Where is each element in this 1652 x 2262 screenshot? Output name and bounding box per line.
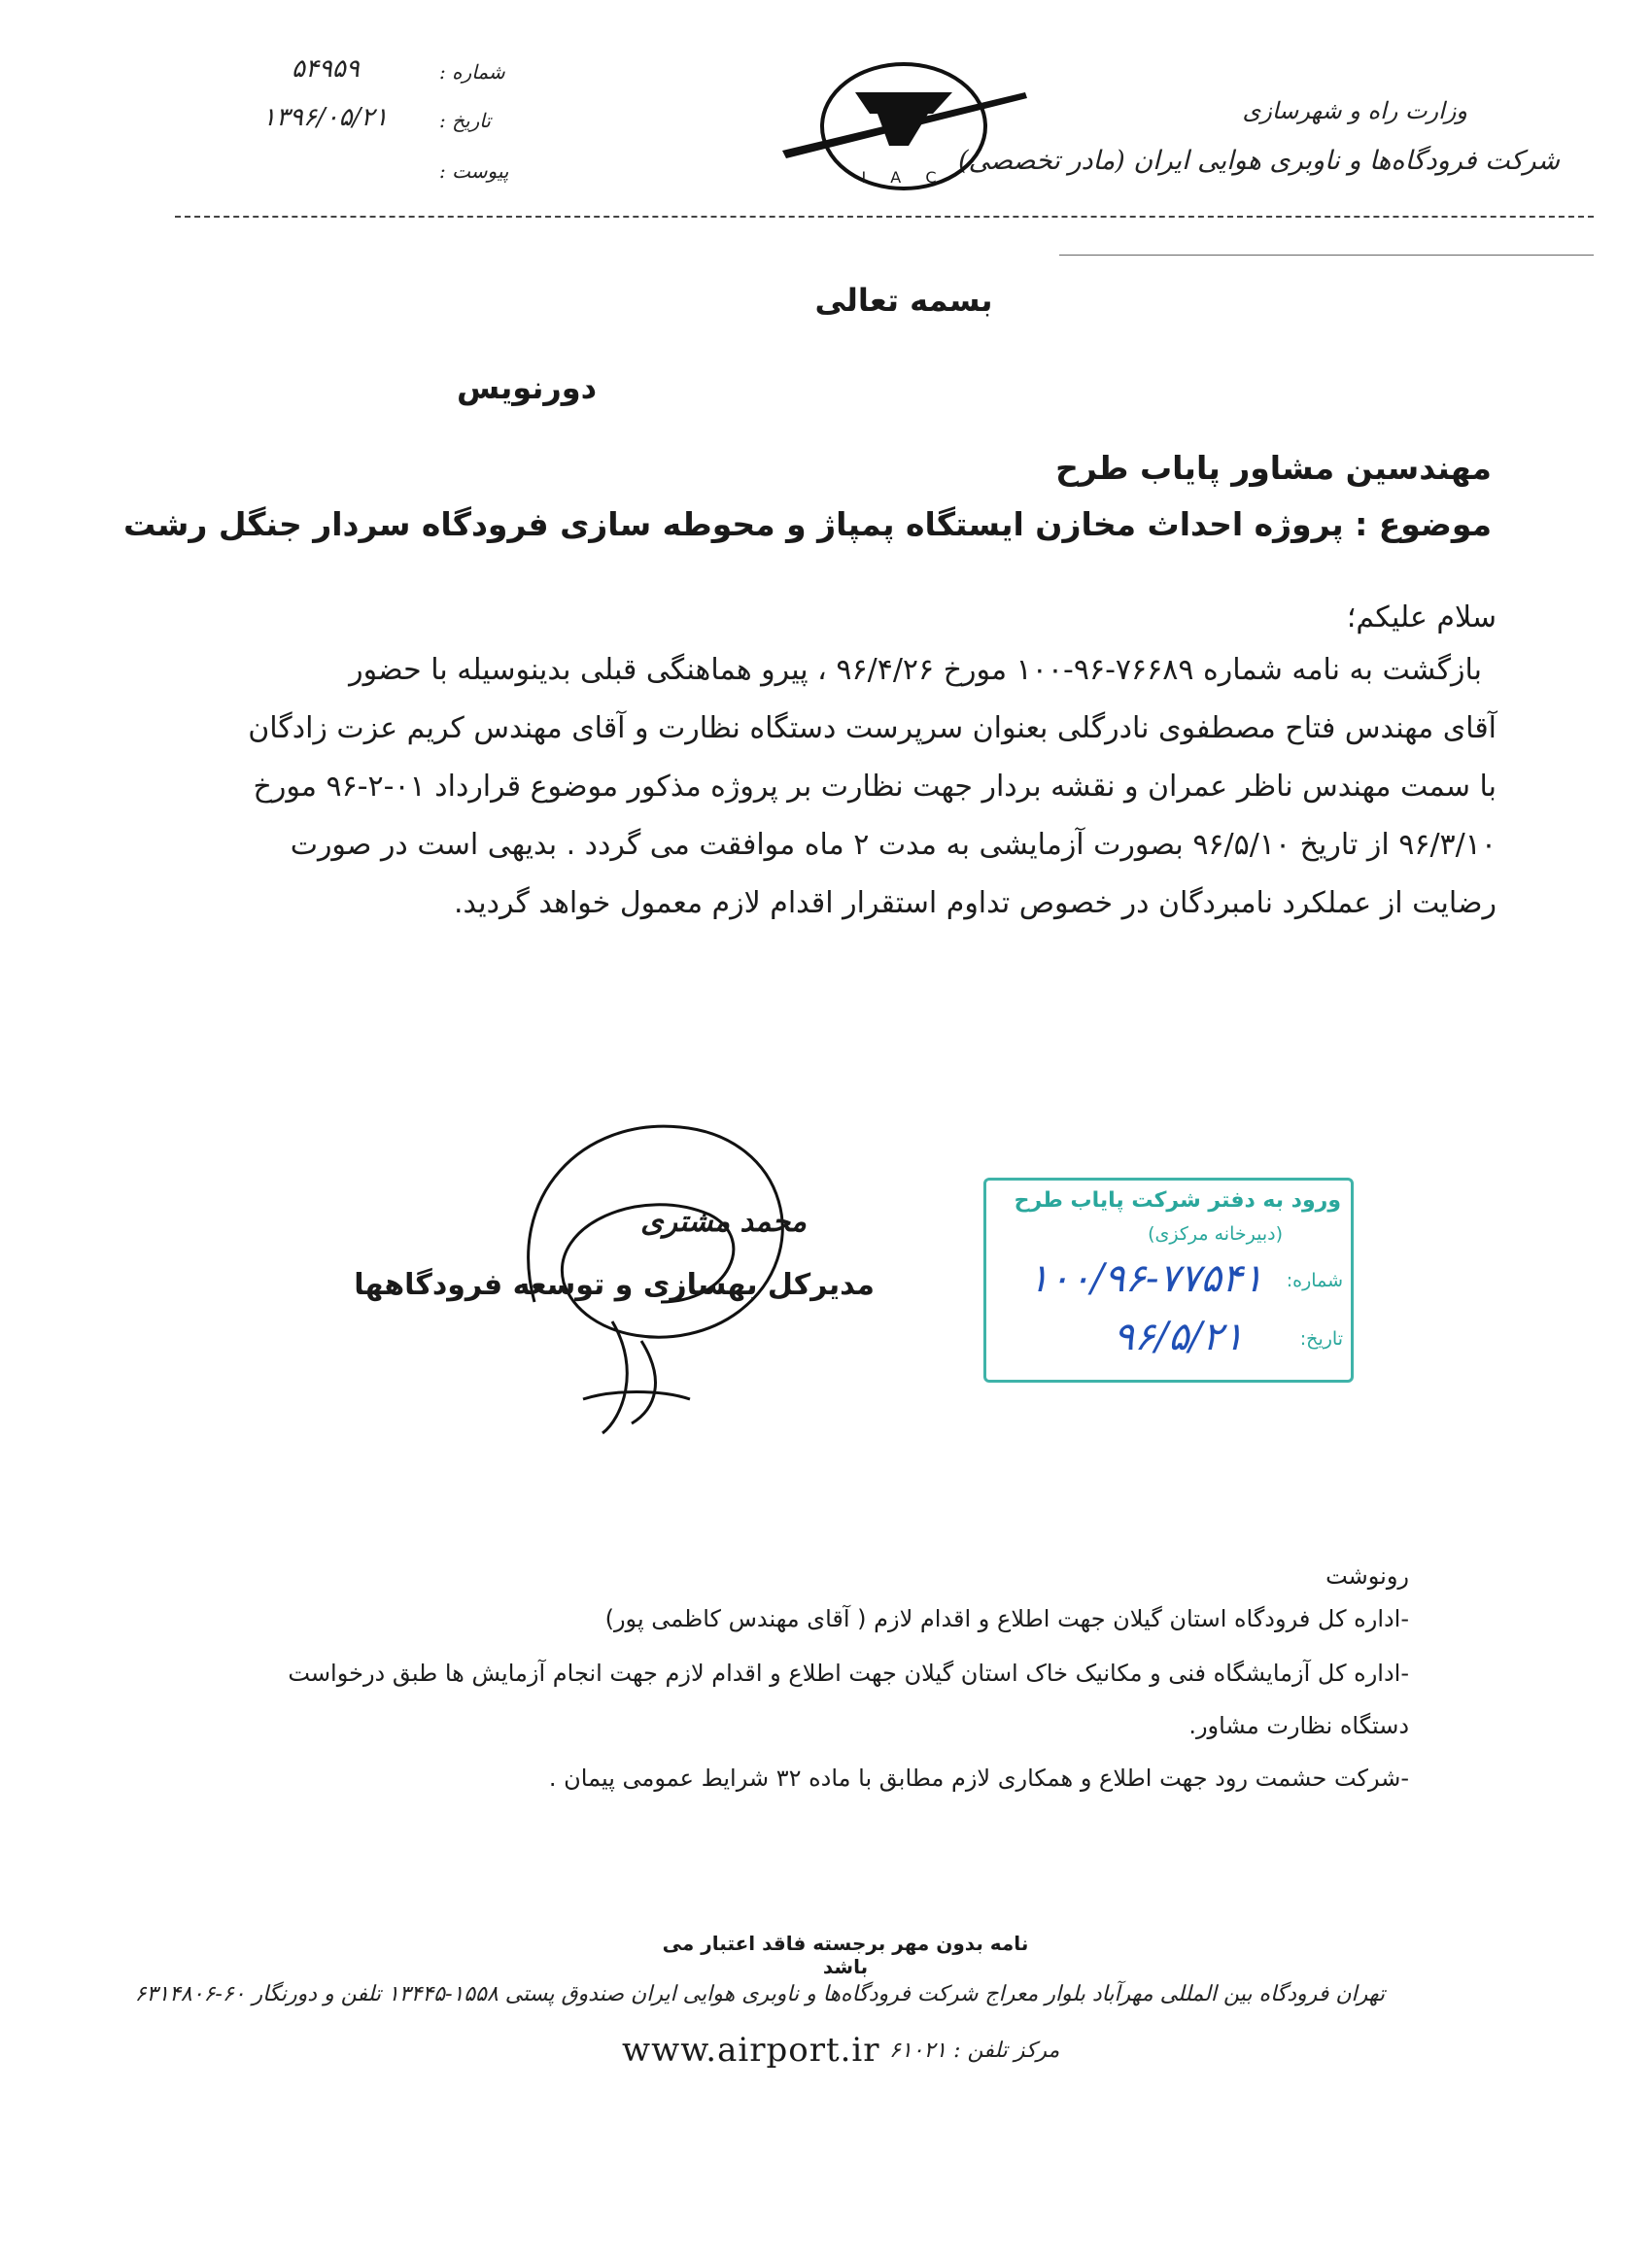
date-value: ۱۳۹۶/۰۵/۲۱	[262, 103, 389, 132]
signatory-name: محمد مشتری	[640, 1205, 807, 1239]
signatory-title: مدیرکل بهسازی و توسعه فرودگاهها	[354, 1268, 875, 1302]
received-stamp	[983, 1178, 1354, 1383]
stamp-date-label: تاریخ:	[1299, 1328, 1343, 1350]
subject-line: موضوع : پروژه احداث مخازن ایستگاه پمپاژ و محوطه سازی فرودگاه سردار جنگل رشت	[122, 505, 1492, 543]
company-name: شرکت فرودگاه‌ها و ناوبری هوایی ایران (مادر تخصصی)	[958, 146, 1560, 176]
signature-scribble	[496, 1079, 826, 1448]
footer-center-tel: مرکز تلفن : ۶۱۰۲۱	[889, 2039, 1060, 2063]
greeting: سلام علیکم؛	[1346, 600, 1497, 634]
body-line-3: با سمت مهندس ناظر عمران و نقشه بردار جهت نظارت بر پروژه مذکور موضوع قرارداد ۰۱-۲-۹۶ مورخ	[253, 770, 1497, 804]
recipient-line: مهندسین مشاور پایاب طرح	[1055, 449, 1492, 487]
header-divider	[175, 216, 1594, 218]
number-label: شماره :	[439, 60, 505, 84]
stamp-number-value: ۱۰۰/۹۶-۷۷۵۴۱	[1028, 1256, 1263, 1301]
footer-notice: نامه بدون مهر برجسته فاقد اعتبار می باشد	[662, 1932, 1029, 1978]
cc-line-1: -اداره کل فرودگاه استان گیلان جهت اطلاع و اقدام لازم ( آقای مهندس کاظمی پور)	[604, 1605, 1409, 1632]
body-line-5: رضایت از عملکرد نامبردگان در خصوص تداوم استقرار اقدام لازم معمول خواهد گردید.	[454, 886, 1497, 920]
cc-line-4: -شرکت حشمت رود جهت اطلاع و همکاری لازم مطابق با ماده ۳۲ شرایط عمومی پیمان .	[548, 1765, 1409, 1792]
attachment-label: پیوست :	[439, 159, 509, 183]
cc-title: رونوشت	[1325, 1562, 1409, 1590]
cc-line-2: -اداره کل آزمایشگاه فنی و مکانیک خاک استان گیلان جهت اطلاع و اقدام لازم جهت انجام آزمایش ها طبق درخواست	[288, 1660, 1409, 1687]
signature-icon	[496, 1079, 826, 1448]
body-line-4: ۹۶/۳/۱۰ از تاریخ ۹۶/۵/۱۰ بصورت آزمایشی به مدت ۲ ماه موافقت می گردد . بدیهی است در صورت	[290, 828, 1497, 862]
number-value: ۵۴۹۵۹	[292, 54, 360, 84]
cc-line-3: دستگاه نظارت مشاور.	[1188, 1712, 1409, 1739]
ministry-name: وزارت راه و شهرسازی	[1242, 97, 1467, 124]
body-line-1: بازگشت به نامه شماره ۷۶۶۸۹-۹۶-۱۰۰ مورخ ۹۶/۴/۲۶ ، پیرو هماهنگی قبلی بدینوسیله با حضور	[349, 653, 1482, 687]
logo-text: I A C	[861, 168, 946, 187]
footer-website[interactable]: www.airport.ir	[622, 2031, 880, 2070]
stamp-title: ورود به دفتر شرکت پایاب طرح	[1014, 1188, 1341, 1213]
body-line-2: آقای مهندس فتاح مصطفوی نادرگلی بعنوان سرپرست دستگاه نظارت و آقای مهندس کریم عزت زادگان	[248, 711, 1497, 745]
stamp-subtitle: (دبیرخانه مرکزی)	[1148, 1223, 1283, 1245]
copy-label: دورنویس	[457, 369, 598, 406]
stamp-number-label: شماره:	[1286, 1270, 1343, 1291]
footer-address: تهران فرودگاه بین المللی مهرآباد بلوار معراج شرکت فرودگاه‌ها و ناوبری هوایی ایران صندوق پستی ۱۵۵۸-۱۳۴۴۵ تلفن و دورنگار ۶۰-۶۳۱۴۸۰۶	[134, 1982, 1385, 2006]
stamp-date-value: ۹۶/۵/۲۱	[1113, 1315, 1244, 1359]
header-divider-right	[1059, 255, 1594, 256]
date-label: تاریخ :	[439, 109, 491, 132]
company-logo	[763, 53, 1045, 199]
bismillah-heading: بسمه تعالی	[814, 282, 993, 319]
